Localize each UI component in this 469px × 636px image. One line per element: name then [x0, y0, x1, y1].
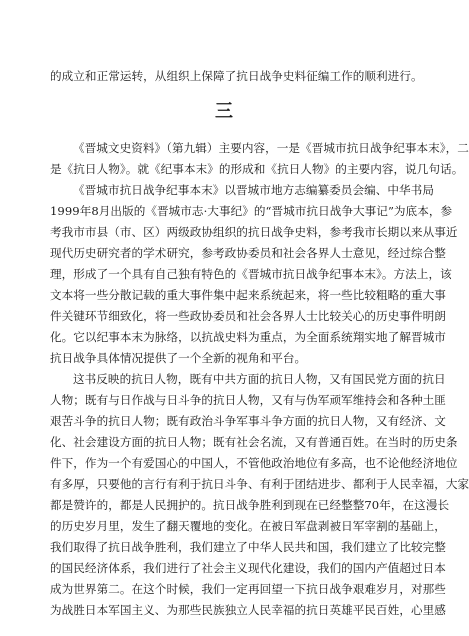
text-line: 是《抗日人物》。就《纪事本末》的形成和《抗日人物》的主要内容，说几句话。	[50, 162, 464, 176]
text-line: 人物；既有与日作战与日斗争的抗日人物，又有与伪军顽军维持会和各种土匪	[50, 393, 446, 407]
text-line: 理，形成了一个具有自己独有特色的《晋城市抗日战争纪事本末》。方法上，该	[50, 267, 452, 281]
text-line: 为战胜日本军国主义、为那些民族独立人民幸福的抗日英雄平民百姓，心里感	[50, 603, 446, 617]
text-line: 现代历史研究者的学术研究，参考政协委员和社会各界人士意见，经过综合整	[50, 246, 446, 260]
text-line: 的国民经济体系，我们进行了社会主义现代化建设，我们的国内产值超过日本	[50, 561, 446, 575]
text-line: 化、社会建设方面的抗日人物；既有社会名流，又有普通百姓。在当时的历史条	[50, 435, 458, 449]
text-line: 成为世界第二。在这个时候，我们一定再回望一下抗日战争艰难岁月，对那些	[50, 582, 446, 596]
text-line: 化。它以纪事本末为脉络，以抗战史料为重点，为全面系统翔实地了解晋城市	[50, 330, 446, 344]
text-line: 文本将一些分散记载的重大事件集中起来系统起来，将一些比较粗略的重大事	[50, 288, 446, 302]
section-heading: 三	[215, 101, 235, 122]
text-line: 件下，作为一个有爱国心的中国人，不管他政治地位有多高，也不论他经济地位	[50, 456, 458, 470]
text-line: 考我市市县（市、区）两级政协组织的抗日战争史料，参考我市长期以来从事近	[50, 225, 458, 239]
text-line: 的历史岁月里，发生了翻天覆地的变化。在被日军盘剥被日军宰割的基础上，	[50, 519, 446, 533]
text-line: 都是赞许的，都是人民拥护的。抗日战争胜利到现在已经整整70年，在这漫长	[50, 498, 450, 512]
text-line: 有多厚，只要他的言行有利于抗日斗争、有利于团结进步、都利于人民幸福，大家	[50, 477, 469, 491]
paragraph-start-line: 《晋城文史资料》（第九辑）主要内容，一是《晋城市抗日战争纪事本末》，二	[73, 141, 469, 155]
text-line: 件关键环节细致化，将一些政协委员和社会各界人士比较关心的历史事件明朗	[50, 309, 446, 323]
text-line: 我们取得了抗日战争胜利，我们建立了中华人民共和国，我们建立了比较完整	[50, 540, 446, 554]
paragraph-start-line: 这书反映的抗日人物，既有中共方面的抗日人物，又有国民党方面的抗日	[73, 372, 446, 386]
text-line: 艰苦斗争的抗日人物；既有政治斗争军事斗争方面的抗日人物，又有经济、文	[50, 414, 446, 428]
text-line: 抗日战争具体情况提供了一个全新的视角和平台。	[50, 351, 307, 365]
text-line: 1999年8月出版的《晋城市志·大事纪》的“晋城市抗日战争大事记”为底本，参	[50, 204, 453, 218]
paragraph-start-line: 《晋城市抗日战争纪事本末》以晋城市地方志编纂委员会编、中华书局	[73, 183, 434, 197]
text-line: 的成立和正常运转，从组织上保障了抗日战争史料征编工作的顺利进行。	[50, 69, 423, 83]
